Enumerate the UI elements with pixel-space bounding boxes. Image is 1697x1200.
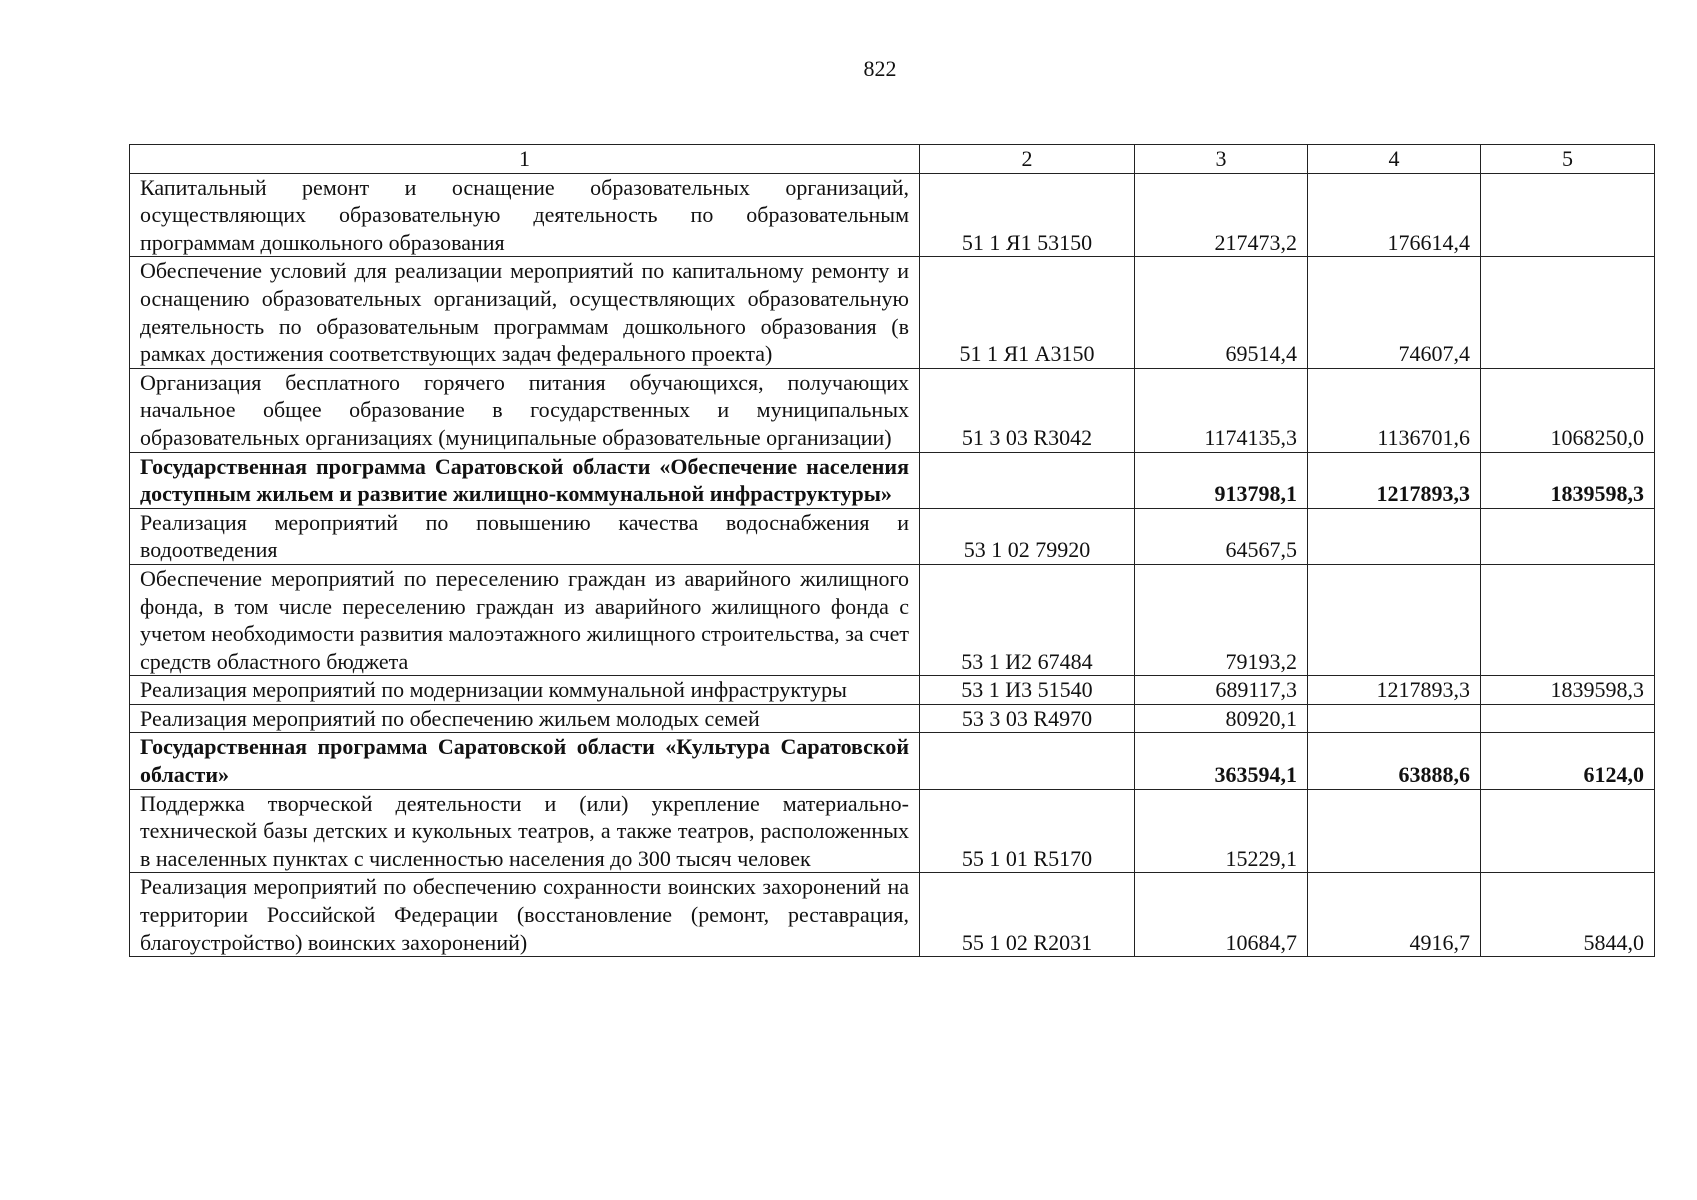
row-value-3: 689117,3 bbox=[1135, 676, 1308, 705]
row-code: 55 1 02 R2031 bbox=[920, 873, 1135, 957]
row-name: Государственная программа Саратовской области «Обеспечение населения доступным жильем и развитие жилищно-коммунальной инфраструктуры» bbox=[130, 452, 920, 508]
row-code: 53 1 02 79920 bbox=[920, 508, 1135, 564]
table-row-program bbox=[130, 733, 1655, 789]
row-value-3: 217473,2 bbox=[1135, 173, 1308, 257]
header-col-3: 3 bbox=[1135, 145, 1308, 174]
row-value-3: 363594,1 bbox=[1135, 733, 1308, 789]
header-col-5: 5 bbox=[1481, 145, 1655, 174]
row-value-5 bbox=[1481, 564, 1655, 675]
row-value-3: 69514,4 bbox=[1135, 257, 1308, 368]
row-code: 53 3 03 R4970 bbox=[920, 704, 1135, 733]
header-col-2: 2 bbox=[920, 145, 1135, 174]
row-value-5 bbox=[1481, 508, 1655, 564]
row-value-5: 1068250,0 bbox=[1481, 368, 1655, 452]
row-value-5 bbox=[1481, 173, 1655, 257]
row-code bbox=[920, 452, 1135, 508]
row-code: 53 1 И2 67484 bbox=[920, 564, 1135, 675]
row-name: Реализация мероприятий по модернизации коммунальной инфраструктуры bbox=[130, 676, 920, 705]
row-value-4: 63888,6 bbox=[1308, 733, 1481, 789]
row-value-4: 1217893,3 bbox=[1308, 676, 1481, 705]
row-value-4: 1217893,3 bbox=[1308, 452, 1481, 508]
table-row bbox=[130, 368, 1655, 452]
budget-table bbox=[129, 144, 1655, 957]
row-value-5 bbox=[1481, 257, 1655, 368]
table-row bbox=[130, 564, 1655, 675]
row-code: 51 1 Я1 А3150 bbox=[920, 257, 1135, 368]
row-name: Организация бесплатного горячего питания обучающихся, получающих начальное общее образование в государственных и муниципальных образовательных организациях (муниципальные образовательные организации) bbox=[130, 368, 920, 452]
row-value-5 bbox=[1481, 789, 1655, 873]
row-code: 53 1 И3 51540 bbox=[920, 676, 1135, 705]
row-code bbox=[920, 733, 1135, 789]
row-value-3: 15229,1 bbox=[1135, 789, 1308, 873]
table-row bbox=[130, 704, 1655, 733]
row-value-3: 1174135,3 bbox=[1135, 368, 1308, 452]
row-code: 55 1 01 R5170 bbox=[920, 789, 1135, 873]
table-row bbox=[130, 257, 1655, 368]
header-col-4: 4 bbox=[1308, 145, 1481, 174]
table-header-row bbox=[130, 145, 1655, 174]
row-value-4: 176614,4 bbox=[1308, 173, 1481, 257]
row-value-5: 1839598,3 bbox=[1481, 676, 1655, 705]
table-row bbox=[130, 508, 1655, 564]
row-value-3: 64567,5 bbox=[1135, 508, 1308, 564]
row-value-4: 4916,7 bbox=[1308, 873, 1481, 957]
page-number: 822 bbox=[863, 56, 897, 81]
row-value-3: 80920,1 bbox=[1135, 704, 1308, 733]
row-value-5: 5844,0 bbox=[1481, 873, 1655, 957]
row-value-5 bbox=[1481, 704, 1655, 733]
row-value-4: 1136701,6 bbox=[1308, 368, 1481, 452]
table-row bbox=[130, 789, 1655, 873]
table-row bbox=[130, 676, 1655, 705]
row-value-3: 79193,2 bbox=[1135, 564, 1308, 675]
row-value-3: 10684,7 bbox=[1135, 873, 1308, 957]
table-row bbox=[130, 873, 1655, 957]
row-name: Обеспечение условий для реализации мероприятий по капитальному ремонту и оснащению образовательных организаций, осуществляющих образовательную деятельность по образовательным программам дошкольного образования (в рамках достижения соответствующих задач федерального проекта) bbox=[130, 257, 920, 368]
row-value-5: 1839598,3 bbox=[1481, 452, 1655, 508]
header-col-1: 1 bbox=[130, 145, 920, 174]
row-value-4 bbox=[1308, 508, 1481, 564]
table-row bbox=[130, 173, 1655, 257]
row-code: 51 1 Я1 53150 bbox=[920, 173, 1135, 257]
row-name: Государственная программа Саратовской области «Культура Саратовской области» bbox=[130, 733, 920, 789]
row-name: Реализация мероприятий по обеспечению сохранности воинских захоронений на территории Российской Федерации (восстановление (ремонт, реставрация, благоустройство) воинских захоронений) bbox=[130, 873, 920, 957]
row-code: 51 3 03 R3042 bbox=[920, 368, 1135, 452]
row-name: Обеспечение мероприятий по переселению граждан из аварийного жилищного фонда, в том числе переселению граждан из аварийного жилищного фонда с учетом необходимости развития малоэтажного жилищного строительства, за счет средств областного бюджета bbox=[130, 564, 920, 675]
row-value-4 bbox=[1308, 789, 1481, 873]
row-value-4 bbox=[1308, 704, 1481, 733]
row-value-4 bbox=[1308, 564, 1481, 675]
row-name: Капитальный ремонт и оснащение образовательных организаций, осуществляющих образовательную деятельность по образовательным программам дошкольного образования bbox=[130, 173, 920, 257]
row-name: Реализация мероприятий по повышению качества водоснабжения и водоотведения bbox=[130, 508, 920, 564]
row-value-3: 913798,1 bbox=[1135, 452, 1308, 508]
row-name: Реализация мероприятий по обеспечению жильем молодых семей bbox=[130, 704, 920, 733]
table-row-program bbox=[130, 452, 1655, 508]
row-value-4: 74607,4 bbox=[1308, 257, 1481, 368]
row-value-5: 6124,0 bbox=[1481, 733, 1655, 789]
row-name: Поддержка творческой деятельности и (или) укрепление материально-технической базы детских и кукольных театров, а также театров, расположенных в населенных пунктах с численностью населения до 300 тысяч человек bbox=[130, 789, 920, 873]
